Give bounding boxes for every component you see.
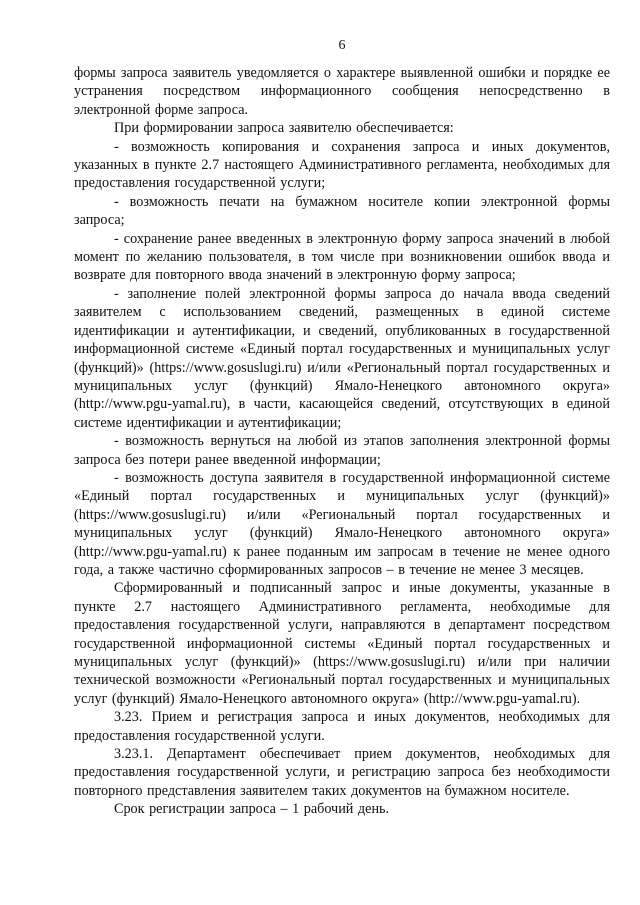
paragraph: Срок регистрации запроса – 1 рабочий день. xyxy=(114,801,390,818)
paragraph: Сформированный и подписанный запрос и иные документы, указанные в пункте 2.7 настоящего Административного регламента, необходимые для предоставления государственной услуги, направляются в департамент посредством государственной информационной системы «Единый портал государственных и муниципальных услуг (функций)» (https://www.gosuslugi.ru) и/или при наличии технической возможности «Региональный портал государственных и муниципальных услуг (функций) Ямало-Ненецкого автономного округа» (http://www.pgu-yamal.ru). xyxy=(74,580,610,707)
list-item: - возможность доступа заявителя в государственной информационной системе «Единый портал государственных и муниципальных услуг (функций)» (https://www.gosuslugi.ru) и/или «Региональный портал государственных и муниципальных услуг (функций) Ямало-Ненецкого автономного округа» (http://www.pgu-yamal.ru) к ранее поданным им запросам в течение не менее одного года, а также частично сформированных запросов – в течение не менее 3 месяцев. xyxy=(74,469,610,578)
paragraph: 3.23.1. Департамент обеспечивает прием документов, необходимых для предоставления государственной услуги, и регистрацию запроса без необходимости повторного представления заявителем таких документов на бумажном носителе. xyxy=(74,746,610,799)
list-item: - возможность печати на бумажном носителе копии электронной формы запроса; xyxy=(74,193,610,229)
section-heading: 3.23. Прием и регистрация запроса и иных документов, необходимых для предоставления государственной услуги. xyxy=(74,709,610,744)
list-item: - возможность вернуться на любой из этапов заполнения электронной формы запроса без потери ранее введенной информации; xyxy=(74,433,610,468)
paragraph: При формировании запроса заявителю обеспечивается: xyxy=(114,120,454,137)
list-item: - возможность копирования и сохранения запроса и иных документов, указанных в пункте 2.7 настоящего Административного регламента, необходимых для предоставления государственной услуги; xyxy=(74,138,610,192)
list-item: - сохранение ранее введенных в электронную форму запроса значений в любой момент по желанию пользователя, в том числе при возникновении ошибок ввода и возврате для повторного ввода значений в электронную форму запроса; xyxy=(74,230,610,284)
page-number: 6 xyxy=(338,38,346,53)
document-body xyxy=(74,64,610,819)
list-item: - заполнение полей электронной формы запроса до начала ввода сведений заявителем с использованием сведений, размещенных в единой системе идентификации и аутентификации, и сведений, опубликованных в государственной информационной системе «Единый портал государственных и муниципальных услуг (функций)» (https://www.gosuslugi.ru) и/или «Региональный портал государственных и муниципальных услуг (функций) Ямало-Ненецкого автономного округа» (http://www.pgu-yamal.ru), в части, касающейся сведений, отсутствующих в единой системе идентификации и аутентификации; xyxy=(74,285,610,431)
paragraph: формы запроса заявитель уведомляется о характере выявленной ошибки и порядке ее устранения посредством информационного сообщения непосредственно в электронной форме запроса. xyxy=(74,65,610,118)
